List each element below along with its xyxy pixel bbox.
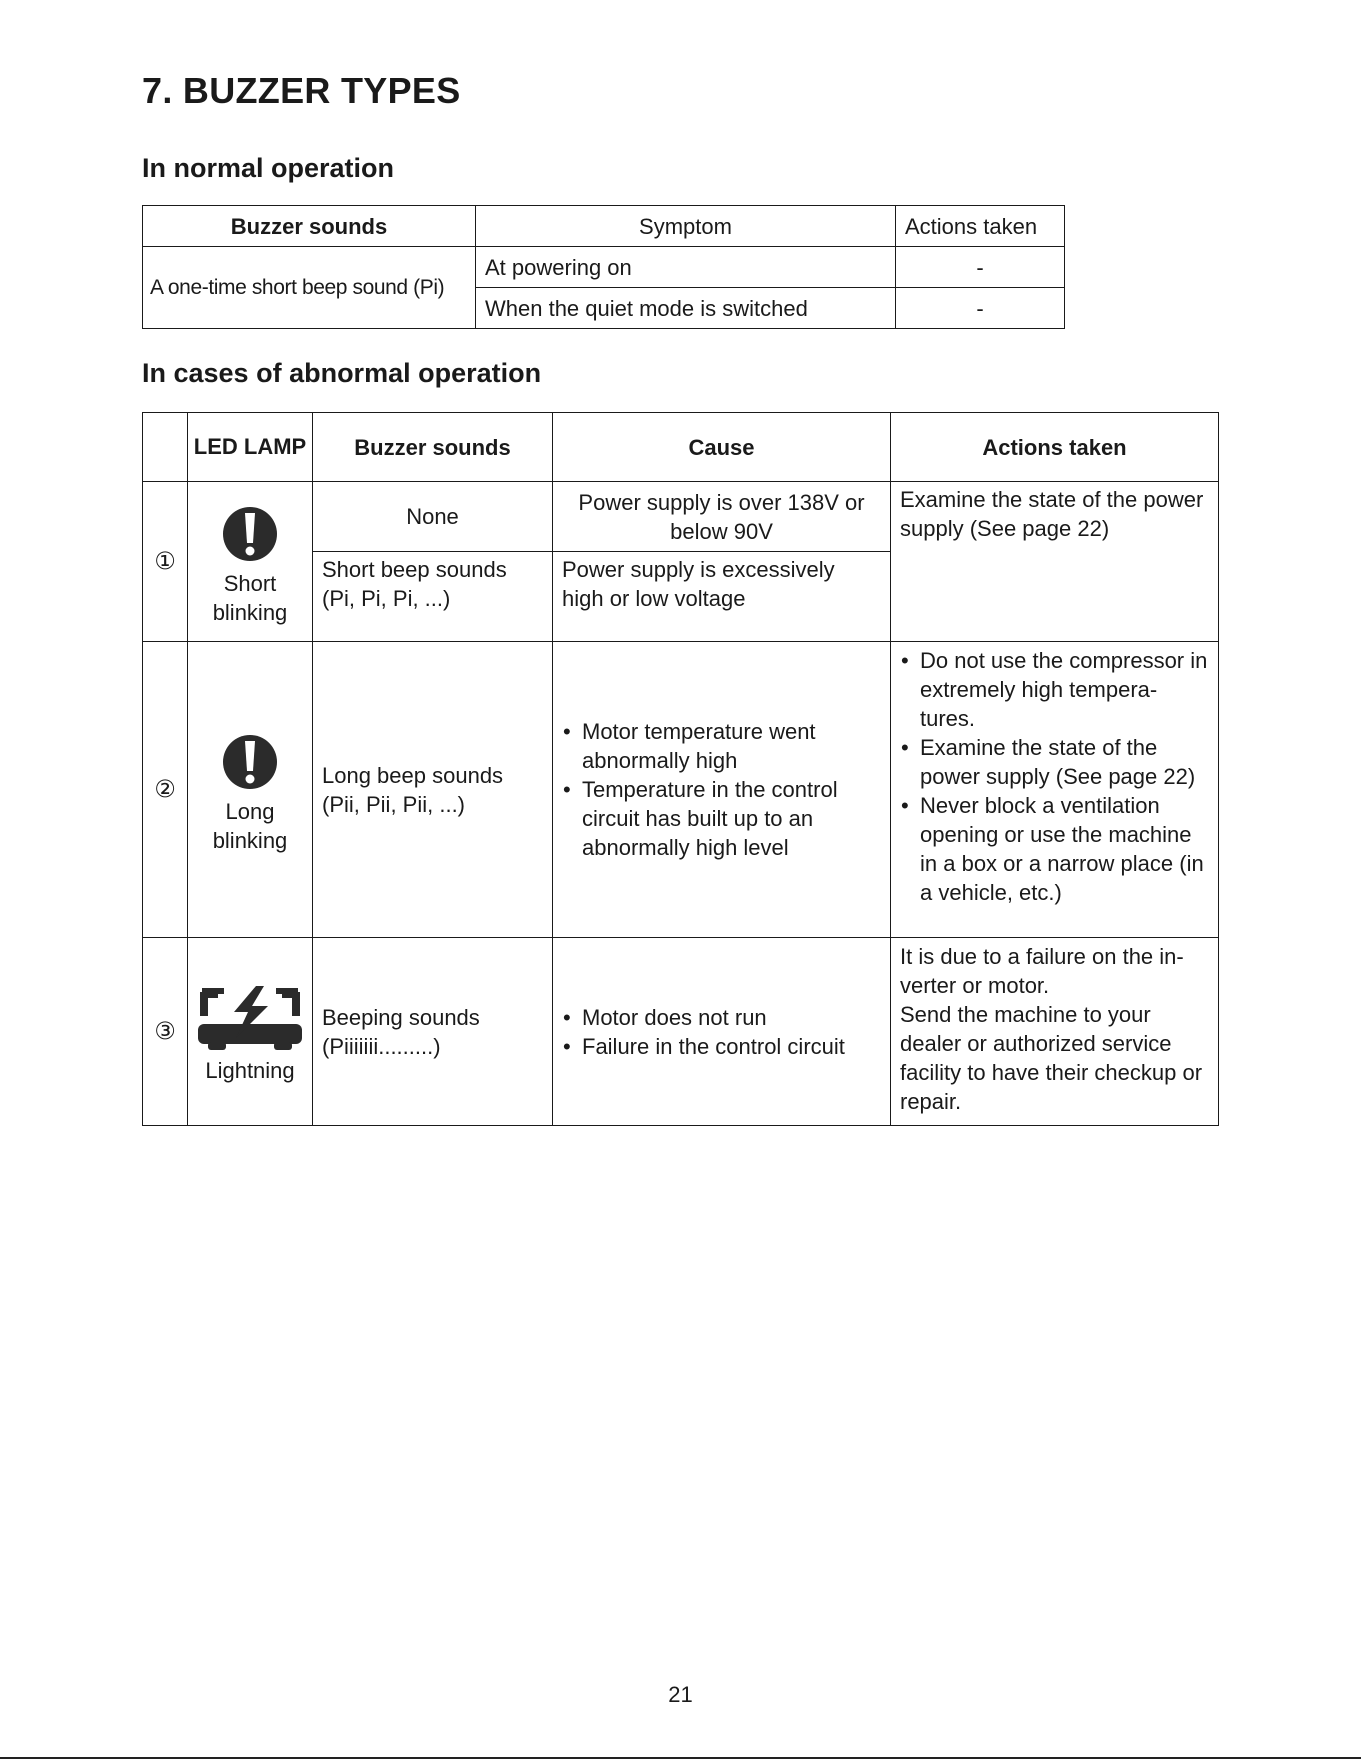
led-lamp-label: Short blinking	[212, 570, 288, 625]
symptom-cell: When the quiet mode is switched	[476, 288, 896, 329]
header-led-lamp: LED LAMP	[188, 413, 313, 482]
action-cell: Examine the state of the power supply (See page 22)	[891, 482, 1219, 642]
exclamation-circle-icon	[223, 729, 277, 795]
header-buzzer-sounds: Buzzer sounds	[313, 413, 553, 482]
header-cause: Cause	[553, 413, 891, 482]
buzzer-sound-cell: Short beep sounds (Pi, Pi, Pi, ...)	[313, 552, 553, 642]
list-item: • Failure in the control circuit	[582, 1032, 881, 1061]
cause-list	[562, 1003, 881, 1061]
cause-cell	[553, 642, 891, 938]
list-item: • Examine the state of the power supply (See page 22)	[920, 733, 1209, 791]
list-item: • Motor does not run	[582, 1003, 881, 1032]
cause-cell: Power supply is over 138V or below 90V	[553, 482, 891, 552]
action-text: Send the machine to your dealer or authorized service facility to have their checkup or repair.	[900, 1002, 1203, 1114]
action-list	[900, 646, 1209, 907]
led-lamp-cell	[188, 642, 313, 938]
table-row	[143, 642, 1219, 938]
action-text: It is due to a failure on the in-verter or motor.	[900, 944, 1184, 998]
table-header-row	[143, 413, 1219, 482]
table-row	[143, 482, 1219, 552]
table-row	[143, 938, 1219, 1126]
cause-cell: Power supply is excessively high or low voltage	[553, 552, 891, 642]
row-number: ①	[143, 482, 188, 642]
lightning-icon	[194, 982, 306, 1054]
header-buzzer-sounds: Buzzer sounds	[143, 206, 476, 247]
buzzer-sound-cell: Beeping sounds (Piiiiiii.........)	[313, 938, 553, 1126]
page-number: 21	[668, 1682, 693, 1707]
list-item: • Never block a ventilation opening or use the machine in a box or a narrow place (in a vehicle, etc.)	[920, 791, 1209, 907]
page-title: 7. BUZZER TYPES	[142, 70, 461, 111]
buzzer-sound-cell: None	[313, 482, 553, 552]
buzzer-sound-cell: A one-time short beep sound (Pi)	[143, 247, 476, 329]
header-number	[143, 413, 188, 482]
led-lamp-cell	[188, 482, 313, 642]
led-lamp-label: Lightning	[205, 1058, 295, 1083]
symptom-cell: At powering on	[476, 247, 896, 288]
list-item: • Do not use the compressor in extremely high tempera-tures.	[920, 646, 1209, 733]
buzzer-sound-cell: Long beep sounds (Pii, Pii, Pii, ...)	[313, 642, 553, 938]
cause-list	[562, 717, 881, 862]
row-number: ②	[143, 642, 188, 938]
header-symptom: Symptom	[476, 206, 896, 247]
led-lamp-cell	[188, 938, 313, 1126]
section-heading-normal: In normal operation	[142, 153, 395, 183]
action-cell	[891, 938, 1219, 1126]
led-lamp-label: Long blinking	[212, 798, 288, 853]
row-number: ③	[143, 938, 188, 1126]
action-cell	[891, 642, 1219, 938]
bottom-rule	[0, 1757, 1361, 1759]
header-actions-taken: Actions taken	[896, 206, 1065, 247]
action-cell: -	[896, 247, 1065, 288]
normal-operation-table	[142, 205, 1065, 329]
exclamation-circle-icon	[223, 501, 277, 567]
section-heading-abnormal: In cases of abnormal operation	[142, 358, 542, 388]
cause-cell	[553, 938, 891, 1126]
table-header-row	[143, 206, 1065, 247]
list-item: • Motor temperature went abnormally high	[582, 717, 881, 775]
header-actions-taken: Actions taken	[891, 413, 1219, 482]
table-row	[143, 247, 1065, 288]
action-cell: -	[896, 288, 1065, 329]
list-item: • Temperature in the control circuit has built up to an abnormally high level	[582, 775, 881, 862]
abnormal-operation-table	[142, 412, 1219, 1126]
